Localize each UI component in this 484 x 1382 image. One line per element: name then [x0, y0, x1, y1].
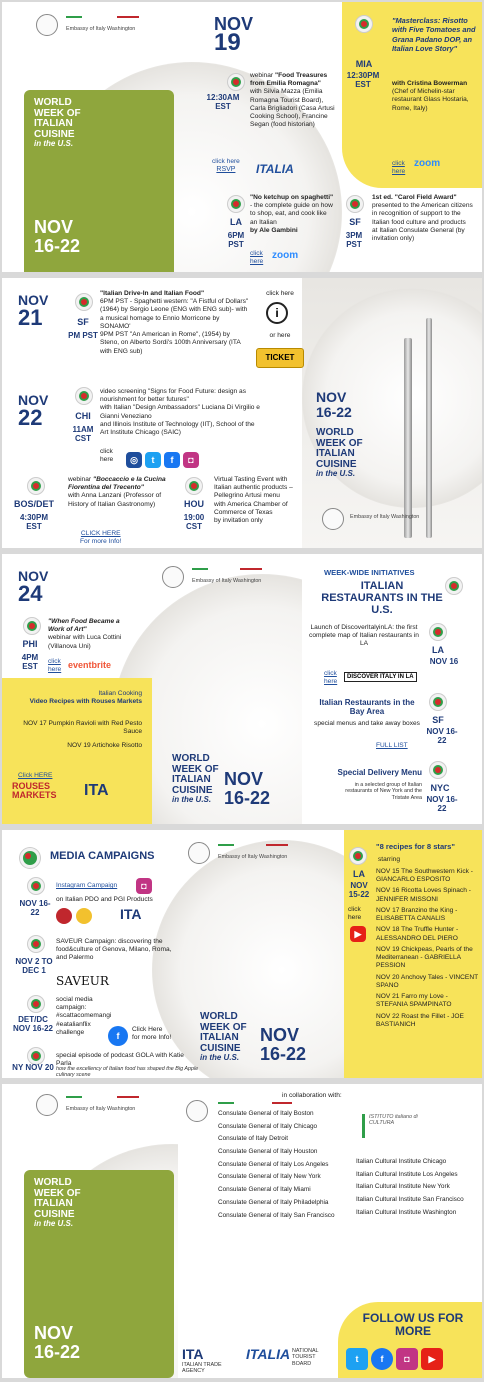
event-carol-field-award: 1st ed. "Carol Field Award" presented to the American citizens in recognition of support to the Italian food culture and products at Italian Consulate General (by invitation only): [372, 194, 473, 243]
recipes-title: Italian Cooking Video Recipes with Rouses Markets: [29, 690, 142, 706]
recipe-item: NOV 18 The Truffle Hunter - ALESSANDRO DEL PIERO: [376, 926, 459, 942]
facebook-icon[interactable]: f: [108, 1026, 128, 1046]
social-campaign-desc: social media campaign: #scattacomemangi #eatalianflix challenge: [56, 996, 112, 1036]
globe-icon[interactable]: ◎: [126, 452, 142, 468]
event-boccaccio: webinar "Boccaccio e la Cucina Fiorentina del Trecento" with Anna Lanzani (Professor of History of Italian Gastronomy): [68, 476, 166, 508]
zoom-logo: zoom: [414, 158, 441, 169]
italy-dot-icon: [28, 478, 44, 494]
week-wide-title: ITALIAN RESTAURANTS IN THE U.S.: [321, 580, 443, 617]
consulate-item: Consulate General of Italy Philadelphia: [218, 1198, 329, 1206]
institute-item: Italian Cultural Institute Los Angeles: [356, 1170, 458, 1178]
instagram-icon[interactable]: ◘: [183, 452, 199, 468]
italy-dot-icon: [430, 624, 446, 640]
italy-dot-icon: [76, 388, 92, 404]
consulate-item: Consulate General of Italy Miami: [218, 1186, 311, 1194]
facebook-link[interactable]: Click Here for more Info!: [132, 1026, 172, 1042]
date-nov: NOV: [214, 14, 254, 34]
date-day: 21: [18, 305, 43, 330]
eventbrite-link[interactable]: click here: [48, 658, 62, 674]
ita-logo: ITA: [120, 906, 142, 922]
embassy-emblem-icon: [322, 508, 344, 530]
instagram-icon[interactable]: ◘: [136, 878, 152, 894]
consulate-item: Consulate General of Italy Houston: [218, 1148, 318, 1156]
recipe-item: NOV 22 Roast the Fillet - JOE BASTIANICH: [376, 1012, 464, 1028]
event-date: NOV 16: [429, 657, 459, 666]
twitter-icon[interactable]: t: [145, 452, 161, 468]
panel-nov-19: [2, 2, 482, 272]
event-drive-in: "Italian Drive-In and Italian Food" 6PM PST - Spaghetti western: "A Fistful of Dollars" (1964) by Sergio Leone (ENG with ENG sub)- with a musical homage to Ennio Morricone by SONAMO' 9PM PST "An American in Rome", (1954) by Steno, on Alberto Sordi's 100th Anniversary (ITA with ENG sub): [100, 290, 249, 355]
italia-logo: ITALIA: [256, 162, 294, 176]
boccaccio-link[interactable]: CLICK HERE For more Info!: [80, 530, 122, 546]
rouses-logo: ROUSES MARKETS: [12, 781, 57, 800]
recipe-1: NOV 17 Pumpkin Ravioli with Red Pesto Sauce: [23, 720, 142, 736]
event-time: 19:00 CST: [183, 513, 205, 531]
podcast-desc: special episode of podcast GOLA with Katie Parla: [56, 1052, 184, 1068]
institute-item: Italian Cultural Institute San Francisco: [356, 1196, 464, 1204]
embassy-name: Embassy of Italy Washington: [192, 578, 262, 584]
wwic-title: WORLD WEEK OF ITALIAN CUISINE in the U.S.: [172, 753, 219, 804]
campaign-date: NOV 2 TO DEC 1: [15, 957, 53, 975]
twitter-icon[interactable]: t: [346, 1348, 368, 1370]
date-range: NOV 16-22: [260, 1025, 307, 1064]
consulate-item: Consulate General of Italy Chicago: [218, 1122, 318, 1130]
recipe-item: NOV 15 The Southwestern Kick - GIANCARLO ESPOSITO: [376, 868, 473, 884]
italy-dot-icon: [28, 878, 44, 894]
italy-dot-icon: [186, 478, 202, 494]
info-icon[interactable]: i: [266, 302, 288, 324]
instagram-campaign-link[interactable]: Instagram Campaign: [56, 882, 118, 889]
date-range: NOV 16-22: [34, 217, 81, 256]
date-day: 22: [18, 405, 43, 430]
event-city: LA: [230, 217, 242, 227]
ita-subtitle: ITALIAN TRADE AGENCY: [182, 1362, 222, 1375]
event-city: PHI: [22, 639, 38, 649]
event-time: 12:30AM EST: [206, 93, 240, 111]
event-time: 12:30PM EST: [346, 71, 380, 89]
iic-logo: ISTITUTO italiano di CULTURA: [362, 1114, 442, 1138]
italy-dot-icon: [228, 74, 244, 90]
bay-area-title: Italian Restaurants in the Bay Area: [319, 698, 415, 716]
event-city: NYC: [430, 783, 450, 793]
event-city: CHI: [75, 411, 91, 421]
italy-dot-icon: [76, 294, 92, 310]
italy-dot-icon: [430, 762, 446, 778]
italy-dot-icon: [20, 848, 40, 868]
italy-dot-icon: [446, 578, 462, 594]
facebook-icon[interactable]: f: [371, 1348, 393, 1370]
campaign-date: DET/DC NOV 16-22: [12, 1015, 54, 1033]
pgi-seal-icon: [76, 908, 92, 924]
masterclass-chef: with Cristina Bowerman (Chef of Michelin-star restaurant Glass Hostaria, Rome, Italy): [392, 80, 469, 112]
social-icons: [346, 1348, 446, 1370]
campaign-date: NY NOV 20: [12, 1063, 54, 1072]
rsvp-link[interactable]: click here RSVP: [212, 158, 240, 174]
wwic-title: WORLD WEEK OF ITALIAN CUISINE in the U.S.: [316, 427, 363, 478]
zoom-link[interactable]: click here: [250, 250, 264, 266]
event-time: 4:30PM EST: [19, 513, 48, 531]
embassy-emblem-icon: [36, 14, 58, 36]
delivery-title: Special Delivery Menu: [337, 768, 422, 777]
fork-image: [404, 338, 412, 538]
delivery-desc: in a selected group of Italian restaurants of New York and the Tristate Area: [345, 782, 422, 801]
event-city: SF: [432, 715, 444, 725]
starring-label: starring: [378, 856, 400, 863]
italy-dot-icon: [24, 618, 40, 634]
italy-dot-icon: [430, 694, 446, 710]
recipe-item: NOV 17 Branzino the King - ELISABETTA CANALIS: [376, 906, 458, 923]
masterclass-link[interactable]: click here: [392, 160, 406, 176]
recipe-item: NOV 21 Farro my Love - STEFANIA SPAMPINATO: [376, 993, 452, 1009]
event-time: 11AM CST: [72, 425, 94, 443]
date-range: NOV 16-22: [316, 389, 352, 420]
embassy-emblem-icon: [188, 842, 210, 864]
embassy-name: Embassy of Italy Washington: [66, 26, 136, 32]
social-icons: [126, 450, 202, 468]
event-date: NOV 15-22: [348, 881, 370, 899]
consulate-item: Consulate General of Italy Boston: [218, 1110, 314, 1117]
panel-media-campaigns: [2, 830, 482, 1078]
instagram-icon[interactable]: ◘: [396, 1348, 418, 1370]
facebook-icon[interactable]: f: [164, 452, 180, 468]
embassy-name: Embassy of Italy Washington: [350, 514, 420, 520]
consulate-item: Consulate General of Italy Los Angeles: [218, 1160, 329, 1168]
recipe-2: NOV 19 Artichoke Risotto: [67, 742, 142, 749]
italy-dot-icon: [228, 196, 244, 212]
eventbrite-logo: eventbrite: [68, 660, 112, 670]
media-title: MEDIA CAMPAIGNS: [50, 850, 155, 862]
date-day: 19: [214, 29, 241, 56]
date-range: NOV 16-22: [224, 769, 271, 808]
date-range: NOV 16-22: [34, 1323, 81, 1362]
youtube-icon[interactable]: ▶: [421, 1348, 443, 1370]
event-time: 3PM PST: [345, 231, 363, 249]
event-city: LA: [432, 645, 444, 655]
follow-title: FOLLOW US FOR MORE: [362, 1311, 464, 1339]
week-wide-header: WEEK-WIDE INITIATIVES: [324, 568, 415, 577]
recipe-item: NOV 20 Anchovy Tales - VINCENT SPANO: [376, 973, 478, 989]
collab-label: in collaboration with:: [282, 1092, 342, 1099]
italy-dot-icon: [28, 996, 44, 1012]
event-city: SF: [77, 317, 89, 327]
event-webinar-food-treasures: webinar "Food Treasures from Emilia Romagna" with Silvia Mazza (Emilia Romagna Tourist Board), Carla Brigliadori (Casa Artusi Cooking School), Francine Segan (food historian): [250, 72, 335, 129]
italy-dot-icon: [356, 16, 372, 32]
recipe-item: NOV 16 Ricotta Loves Spinach - JENNIFER MISSONI: [376, 887, 471, 903]
embassy-emblem-icon: [36, 1094, 58, 1116]
panel-nov-21-22: [2, 278, 482, 548]
event-virtual-tasting: Virtual Tasting Event with Italian authentic products – Pellegrino Artusi menu with America Chamber of Commerce of Texas by invitation only: [214, 476, 293, 525]
event-city: BOS/DET: [13, 499, 54, 509]
instagram-campaign-desc: on Italian PDO and PGI Products: [56, 896, 153, 903]
italy-dot-icon: [350, 848, 366, 864]
date-nov: NOV: [18, 568, 49, 584]
event-city: MIA: [355, 59, 373, 69]
wwic-title: WORLD WEEK OF ITALIAN CUISINE in the U.S.: [34, 1177, 81, 1228]
social-link[interactable]: click here: [100, 448, 114, 464]
event-when-food-art: "When Food Became a Work of Art" webinar with Luca Cottini (Villanova Uni): [48, 618, 122, 650]
event-time: 6PM PST: [227, 231, 245, 249]
event-time: 4PM EST: [21, 653, 39, 671]
pdo-seal-icon: [56, 908, 72, 924]
institute-item: Italian Cultural Institute Washington: [356, 1208, 457, 1216]
consulate-emblem-icon: [186, 1100, 208, 1122]
embassy-emblem-icon: [162, 566, 184, 588]
panel-collaboration: [2, 1084, 482, 1378]
discover-la-text: Launch of DiscoverItalyinLA: the first complete map of Italian restaurants in LA: [309, 624, 419, 648]
saveur-campaign-desc: SAVEUR Campaign: discovering the food&culture of Genova, Milano, Roma, and Palermo: [56, 938, 172, 962]
discover-la-logo: DISCOVER ITALY IN LA: [344, 672, 417, 682]
wwic-title: WORLD WEEK OF ITALIAN CUISINE in the U.S.: [200, 1011, 247, 1062]
italy-dot-icon: [347, 196, 363, 212]
consulate-item: Consulate General of Italy San Francisco: [218, 1211, 335, 1219]
rouses-link[interactable]: Click HERE: [18, 772, 53, 779]
podcast-note: how the excellency of Italian food has shaped the Big Apple culinary scene: [56, 1066, 199, 1078]
embassy-name: Embassy of Italy Washington: [66, 1106, 136, 1112]
zoom-logo: zoom: [272, 250, 299, 261]
recipe-list: [376, 868, 480, 1032]
event-city: HOU: [184, 499, 204, 509]
campaign-date: NOV 16-22: [19, 899, 51, 917]
event-time: PM PST: [68, 331, 98, 340]
or-here-label: or here: [269, 332, 291, 339]
consulate-item: Consulate of Italy Detroit: [218, 1135, 288, 1143]
italia-subtitle: NATIONAL TOURIST BOARD: [292, 1348, 319, 1367]
institutes-list: [356, 1158, 476, 1221]
ita-logo: ITA: [84, 782, 109, 799]
italia-logo: ITALIA: [246, 1346, 291, 1362]
event-city: LA: [353, 869, 365, 879]
embassy-name: Embassy of Italy Washington: [218, 854, 288, 860]
event-signs-for-food: video screening "Signs for Food Future: design as nourishment for better futures" with Italian "Design Ambassadors" Luciana Di Virgilio e Gianni Veneziano and Illinois Institute of Technology (IIT), School of the Art Institute Chicago (SAIC): [100, 388, 260, 437]
bay-area-desc: special menus and take away boxes: [314, 720, 420, 727]
ticket-button[interactable]: TICKET: [256, 348, 304, 368]
youtube-icon[interactable]: ▶: [350, 926, 366, 942]
saveur-logo: SAVEUR: [56, 974, 109, 988]
ita-logo: ITA: [182, 1346, 204, 1362]
discover-la-link[interactable]: click here: [324, 670, 338, 686]
italy-dot-icon: [28, 1048, 44, 1064]
institute-item: Italian Cultural Institute Chicago: [356, 1158, 447, 1165]
event-city: SF: [349, 217, 361, 227]
date-nov: NOV: [18, 292, 49, 308]
knife-image: [426, 318, 432, 538]
consulate-item: Consulate General of Italy New York: [218, 1173, 321, 1181]
italy-dot-icon: [28, 936, 44, 952]
recipe-item: NOV 19 Chickpeas, Pearls of the Mediterranean - GABRIELLA PESSION: [376, 945, 473, 970]
eight-recipes-title: "8 recipes for 8 stars": [376, 842, 455, 851]
event-date: NOV 16-22: [426, 795, 458, 813]
date-nov: NOV: [18, 392, 49, 408]
wwic-title: WORLD WEEK OF ITALIAN CUISINE in the U.S.: [34, 97, 81, 148]
masterclass-title: "Masterclass: Risotto with Five Tomatoes and Grana Padano DOP, an Italian Love Story": [392, 16, 476, 53]
event-no-ketchup: "No ketchup on spaghetti" - the complete guide on how to shop, eat, and cook like an Italian by Ale Gambini: [250, 194, 334, 234]
consulates-list: [218, 1110, 338, 1224]
info-link[interactable]: click here: [266, 290, 294, 297]
full-list-link[interactable]: FULL LIST: [376, 742, 408, 749]
institute-item: Italian Cultural Institute New York: [356, 1183, 450, 1191]
youtube-link[interactable]: click here: [348, 906, 362, 922]
date-day: 24: [18, 581, 43, 606]
panel-nov-24: [2, 554, 482, 824]
event-date: NOV 16-22: [426, 727, 458, 745]
